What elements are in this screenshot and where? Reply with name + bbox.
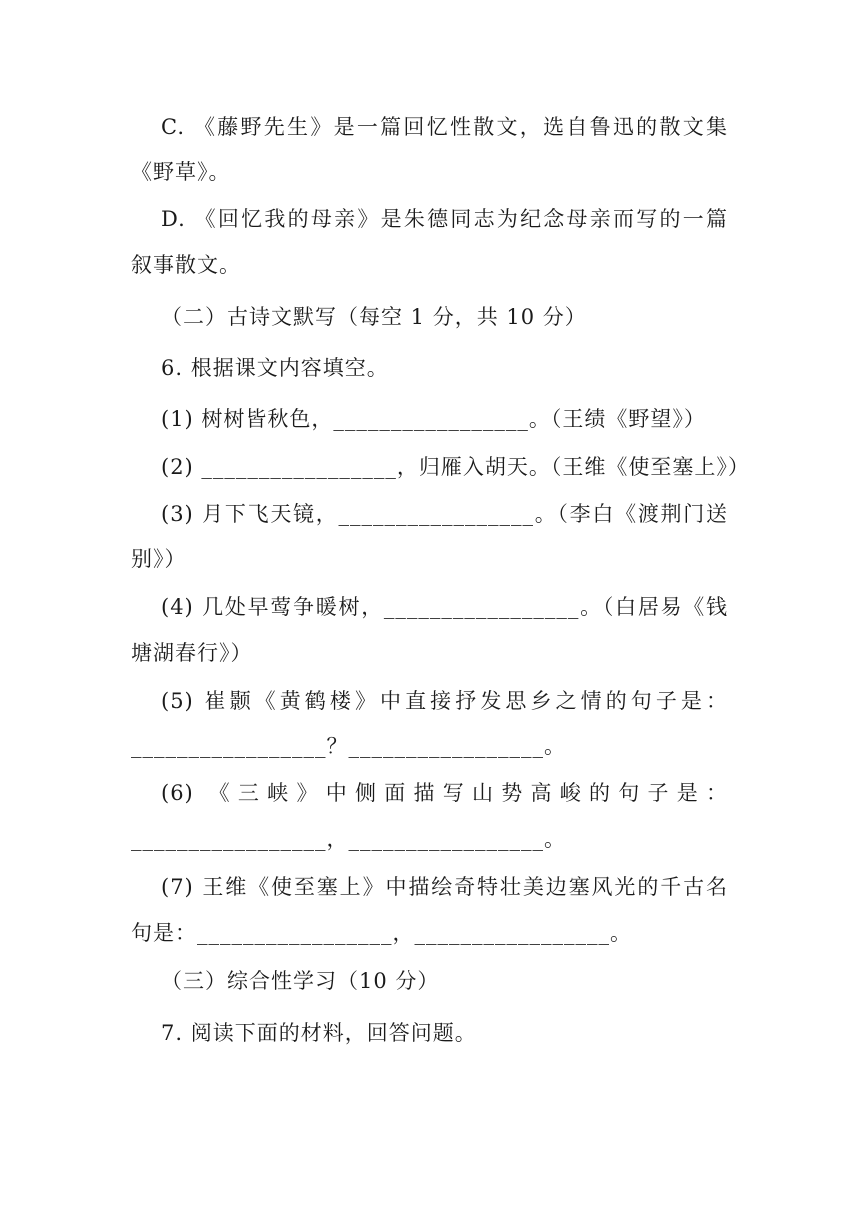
question-6-item-3-line-1: (3) 月下飞天镜，_________________。（李白《渡荆门送 [161, 502, 728, 526]
question-6-item-4-line-1: (4) 几处早莺争暖树，_________________。（白居易《钱 [161, 595, 728, 619]
question-6-item-3-line-2: 别》） [131, 547, 187, 571]
question-6-item-5-line-1: (5) 崔颢《黄鹤楼》中直接抒发思乡之情的句子是： [161, 689, 728, 713]
option-c-line-2: 《野草》。 [131, 160, 231, 184]
question-6-item-7-line-2: 句是：_________________，_________________。 [131, 921, 632, 945]
question-6-item-5-blanks: _________________？_________________。 [131, 734, 566, 758]
question-6-item-1: (1) 树树皆秋色，_________________。（王绩《野望》） [161, 407, 706, 431]
question-6-item-4-line-2: 塘湖春行》） [131, 641, 253, 665]
question-6-item-7-line-1: (7) 王维《使至塞上》中描绘奇特壮美边塞风光的千古名 [161, 875, 728, 899]
section-2-heading: （二）古诗文默写（每空 1 分，共 10 分） [161, 305, 587, 329]
question-6-item-2: (2) _________________，归雁入胡天。（王维《使至塞上》） [161, 455, 750, 479]
question-7-stem: 7. 阅读下面的材料，回答问题。 [161, 1021, 477, 1045]
question-6-item-6-blanks: _________________，_________________。 [131, 827, 566, 851]
question-6-stem: 6. 根据课文内容填空。 [161, 356, 389, 380]
option-d-line-2: 叙事散文。 [131, 253, 241, 277]
question-6-item-6-line-1: (6) 《三峡》中侧面描写山势高峻的句子是： [161, 781, 728, 805]
option-d-line-1: D. 《回忆我的母亲》是朱德同志为纪念母亲而写的一篇 [161, 207, 728, 231]
section-3-heading: （三）综合性学习（10 分） [161, 969, 440, 993]
option-c-line-1: C. 《藤野先生》是一篇回忆性散文，选自鲁迅的散文集 [161, 115, 728, 139]
